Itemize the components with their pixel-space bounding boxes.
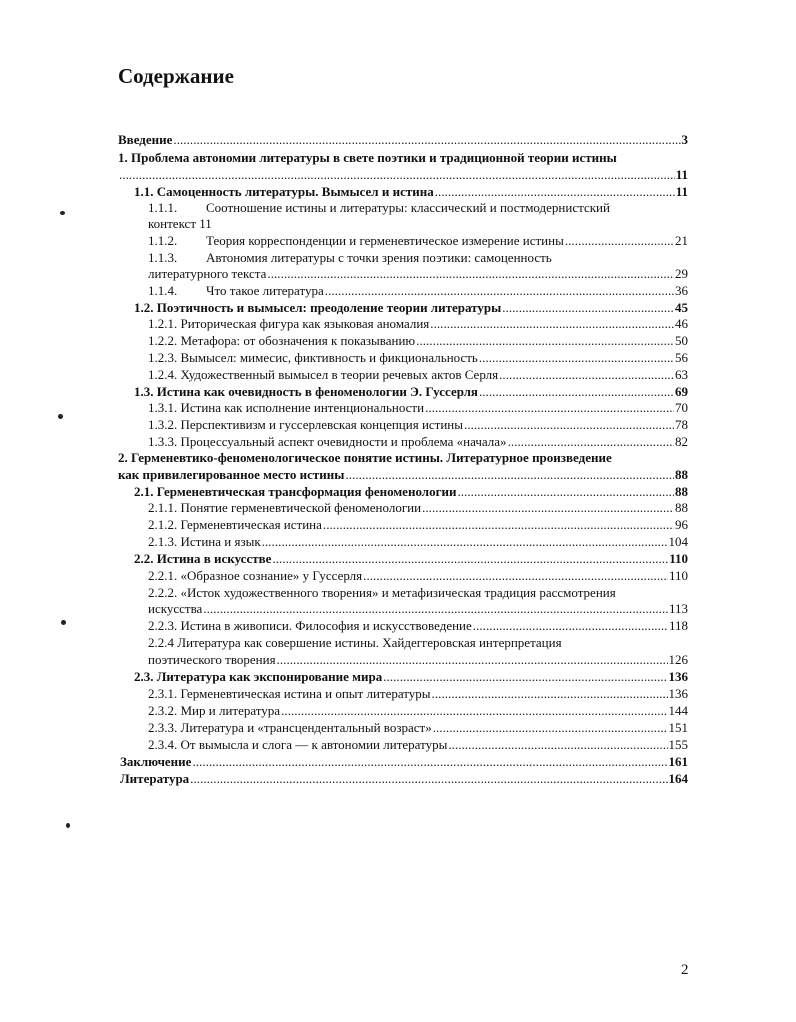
- toc-entry-title: 2.1.1. Понятие герменевтической феноменологии: [148, 500, 422, 515]
- toc-entry-title: 2.2.2. «Исток художественного творения» и метафизическая традиция рассмотрения: [148, 585, 616, 600]
- dot-leader: [203, 601, 668, 617]
- dot-leader: [192, 754, 667, 770]
- toc-page-number: 155: [668, 737, 688, 752]
- toc-page-number: 136: [668, 669, 688, 684]
- toc-entry-1-1-3-cont[interactable]: [148, 266, 688, 282]
- toc-entry-title: поэтического творения: [148, 652, 276, 667]
- dot-leader: [262, 534, 668, 550]
- toc-page-number: 110: [668, 568, 688, 583]
- toc-entry-number: 1.1.3.: [148, 250, 178, 265]
- toc-entry-2-2-2-cont[interactable]: [148, 601, 688, 617]
- toc-entry-1-3[interactable]: [134, 384, 688, 400]
- toc-entry-title: контекст 11: [148, 216, 212, 231]
- toc-page-number: 144: [668, 703, 688, 718]
- toc-entry-title: 2.2.3. Истина в живописи. Философия и искусствоведение: [148, 618, 472, 633]
- dot-leader: [499, 367, 674, 383]
- dot-leader: [325, 283, 674, 299]
- toc-entry-title: [148, 283, 324, 299]
- toc-entry-2-2-4-cont[interactable]: [148, 652, 688, 668]
- toc-entry-title: 1.2.1. Риторическая фигура как языковая аномалия: [148, 316, 430, 331]
- toc-page-number: 88: [675, 467, 688, 482]
- toc-entry-chapter-2-cont[interactable]: [118, 467, 688, 483]
- dot-leader: [345, 467, 674, 483]
- toc-entry-2-2-1[interactable]: [148, 568, 688, 584]
- page-title: Содержание: [118, 64, 234, 88]
- toc-page-number: 88: [675, 484, 688, 499]
- toc-entry-1-3-1[interactable]: [148, 400, 688, 416]
- toc-entry-1-1-4[interactable]: [148, 283, 688, 299]
- toc-entry-1-2-1[interactable]: [148, 316, 688, 332]
- toc-entry-1-2-3[interactable]: [148, 350, 688, 366]
- toc-entry-1-1-2[interactable]: [148, 233, 688, 249]
- toc-entry-1-2-2[interactable]: [148, 333, 688, 349]
- toc-entry-1-1[interactable]: [134, 184, 688, 200]
- toc-entry-title: литературного текста: [148, 266, 267, 281]
- dot-leader: [272, 551, 668, 567]
- dot-leader: [425, 400, 674, 416]
- toc-page-number: 164: [668, 771, 688, 786]
- dot-leader: [432, 686, 668, 702]
- toc-entry-2-2-2[interactable]: [148, 585, 616, 601]
- toc-entry-title: 2.2. Истина в искусстве: [134, 551, 272, 566]
- toc-entry-title: 2.2.4 Литература как совершение истины. Хайдеггеровская интерпретация: [148, 635, 562, 650]
- toc-entry-title: Заключение: [120, 754, 192, 769]
- toc-entry-chapter-1-page[interactable]: [118, 167, 688, 183]
- dot-leader: [464, 417, 674, 433]
- dot-leader: [323, 517, 674, 533]
- dot-leader: [448, 737, 667, 753]
- toc-entry-title: 1.3.2. Перспективизм и гуссерлевская концепция истины: [148, 417, 464, 432]
- toc-entry-1-1-1-cont[interactable]: [148, 216, 212, 232]
- toc-page-number: 63: [675, 367, 688, 382]
- toc-page-number: 36: [675, 283, 688, 298]
- dot-leader: [267, 266, 674, 282]
- dot-leader: [508, 434, 674, 450]
- toc-page-number: 78: [675, 417, 688, 432]
- toc-entry-2-3-3[interactable]: [148, 720, 688, 736]
- toc-entry-1-3-3[interactable]: [148, 434, 688, 450]
- toc-entry-intro[interactable]: [118, 132, 688, 148]
- dot-leader: [383, 669, 667, 685]
- toc-entry-title: 2.1. Герменевтическая трансформация феноменологии: [134, 484, 457, 499]
- toc-page-number: 110: [669, 551, 688, 566]
- dot-leader: [565, 233, 674, 249]
- toc-page-number: 69: [675, 384, 688, 399]
- dot-leader: [119, 167, 675, 183]
- toc-entry-title: как привилегированное место истины: [118, 467, 345, 482]
- toc-page-number: 113: [668, 601, 688, 616]
- toc-page-number: 104: [668, 534, 688, 549]
- toc-entry-number: 1.1.2.: [148, 233, 178, 248]
- dot-leader: [190, 771, 667, 787]
- toc-page-number: 151: [668, 720, 688, 735]
- toc-entry-title: 1.3. Истина как очевидность в феноменологии Э. Гуссерля: [134, 384, 478, 399]
- toc-entry-2-1[interactable]: [134, 484, 688, 500]
- toc-page-number: 56: [675, 350, 688, 365]
- toc-entry-2-1-2[interactable]: [148, 517, 688, 533]
- toc-entry-title: 2.3. Литература как экспонирование мира: [134, 669, 383, 684]
- dot-leader: [422, 500, 674, 516]
- toc-entry-title: 1.2. Поэтичность и вымысел: преодоление теории литературы: [134, 300, 502, 315]
- scan-speck: [58, 414, 63, 419]
- toc-entry-title: 1.1. Самоценность литературы. Вымысел и истина: [134, 184, 434, 199]
- toc-entry-number: 1.1.4.: [148, 283, 178, 298]
- toc-entry-chapter-2[interactable]: [118, 450, 612, 466]
- toc-page-number: 11: [675, 167, 688, 182]
- toc-entry-2-2-3[interactable]: [148, 618, 688, 634]
- dot-leader: [277, 652, 668, 668]
- toc-page-number: 118: [668, 618, 688, 633]
- toc-entry-title: искусства: [148, 601, 203, 616]
- scan-speck: [66, 823, 70, 828]
- toc-page-number: 3: [681, 132, 688, 147]
- dot-leader: [430, 316, 674, 332]
- toc-entry-1-2-4[interactable]: [148, 367, 688, 383]
- toc-entry-2-2-4[interactable]: [148, 635, 562, 651]
- toc-page-number: 126: [668, 652, 688, 667]
- toc-entry-title: 2.3.2. Мир и литература: [148, 703, 281, 718]
- toc-entry-title: Соотношение истины и литературы: классический и постмодернистский: [206, 200, 610, 215]
- toc-page-number: 96: [675, 517, 688, 532]
- dot-leader: [457, 484, 674, 500]
- toc-entry-title: [148, 233, 564, 249]
- toc-entry-title: Введение: [118, 132, 173, 147]
- dot-leader: [479, 384, 674, 400]
- toc-entry-title: 2.3.3. Литература и «трансцендентальный возраст»: [148, 720, 432, 735]
- dot-leader: [502, 300, 674, 316]
- toc-page-number: 70: [675, 400, 688, 415]
- toc-entry-2-2[interactable]: [134, 551, 688, 567]
- toc-page-number: 88: [675, 500, 688, 515]
- toc-entry-2-3-4[interactable]: [148, 737, 688, 753]
- toc-page-number: 45: [675, 300, 688, 315]
- toc-entry-1-1-3[interactable]: [148, 250, 552, 266]
- dot-leader: [173, 132, 680, 148]
- toc-entry-2-3-1[interactable]: [148, 686, 688, 702]
- dot-leader: [473, 618, 668, 634]
- dot-leader: [363, 568, 668, 584]
- toc-entry-title: 2.3.4. От вымысла и слога — к автономии литературы: [148, 737, 448, 752]
- toc-entry-title: 2.3.1. Герменевтическая истина и опыт литературы: [148, 686, 431, 701]
- toc-entry-text: Что такое литература: [206, 283, 324, 298]
- toc-page-number: 50: [675, 333, 688, 348]
- toc-entry-title: 2.1.2. Герменевтическая истина: [148, 517, 322, 532]
- toc-page-number: 29: [675, 266, 688, 281]
- toc-entry-title: 1.3.1. Истина как исполнение интенциональности: [148, 400, 425, 415]
- toc-page-number: 11: [675, 184, 688, 199]
- toc-page-number: 46: [675, 316, 688, 331]
- toc-entry-1-1-1[interactable]: [148, 200, 610, 216]
- toc-entry-chapter-1[interactable]: [118, 150, 617, 166]
- toc-entry-number: 1.1.1.: [148, 200, 178, 215]
- dot-leader: [479, 350, 674, 366]
- toc-entry-title: 1. Проблема автономии литературы в свете поэтики и традиционной теории истины: [118, 150, 617, 165]
- toc-entry-title: 1.2.4. Художественный вымысел в теории речевых актов Серля: [148, 367, 499, 382]
- toc-entry-bibliography[interactable]: [120, 771, 688, 787]
- dot-leader: [416, 333, 674, 349]
- toc-entry-title: 1.3.3. Процессуальный аспект очевидности и проблема «начала»: [148, 434, 507, 449]
- toc-entry-2-3[interactable]: [134, 669, 688, 685]
- toc-entry-title: 2.1.3. Истина и язык: [148, 534, 261, 549]
- toc-entry-title: 2. Герменевтико-феноменологическое понятие истины. Литературное произведение: [118, 450, 612, 465]
- toc-entry-title: Автономия литературы с точки зрения поэтики: самоценность: [206, 250, 552, 265]
- toc-entry-title: 1.2.2. Метафора: от обозначения к показыванию: [148, 333, 416, 348]
- toc-entry-title: Литература: [120, 771, 190, 786]
- toc-page-number: 161: [668, 754, 688, 769]
- toc-entry-1-3-2[interactable]: [148, 417, 688, 433]
- toc-page-number: 21: [675, 233, 688, 248]
- toc-entry-2-1-3[interactable]: [148, 534, 688, 550]
- toc-entry-conclusion[interactable]: [120, 754, 688, 770]
- toc-entry-text: Теория корреспонденции и герменевтическое измерение истины: [206, 233, 564, 248]
- toc-entry-1-2[interactable]: [134, 300, 688, 316]
- page-number: 2: [681, 962, 689, 978]
- dot-leader: [433, 720, 668, 736]
- toc-entry-title: 2.2.1. «Образное сознание» у Гуссерля: [148, 568, 363, 583]
- toc-entry-2-1-1[interactable]: [148, 500, 688, 516]
- toc-entry-2-3-2[interactable]: [148, 703, 688, 719]
- scan-speck: [61, 620, 66, 625]
- dot-leader: [281, 703, 667, 719]
- dot-leader: [435, 184, 675, 200]
- toc-page-number: 82: [675, 434, 688, 449]
- scan-speck: [60, 211, 65, 215]
- toc-page-number: 136: [668, 686, 688, 701]
- toc-entry-title: 1.2.3. Вымысел: мимесис, фиктивность и фикциональность: [148, 350, 478, 365]
